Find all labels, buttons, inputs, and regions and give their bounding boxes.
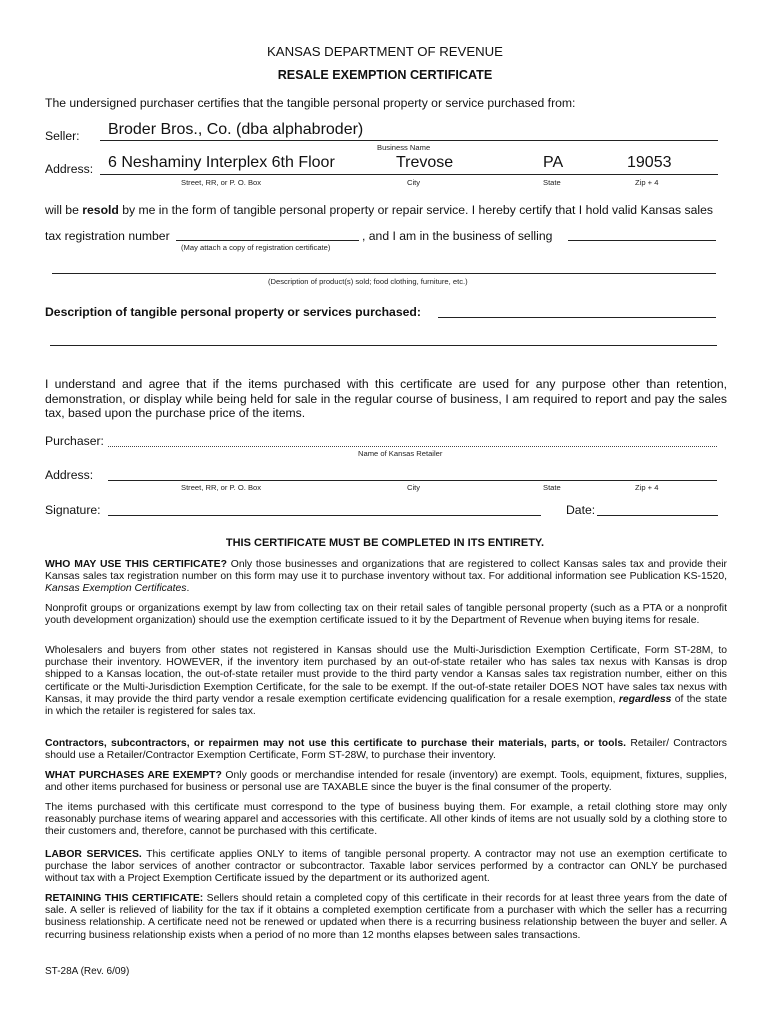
- seller-address-label: Address:: [45, 162, 94, 176]
- who-heading: WHO MAY USE THIS CERTIFICATE?: [45, 559, 227, 570]
- purchaser-street-caption: Street, RR, or P. O. Box: [181, 483, 262, 492]
- seller-line[interactable]: [100, 140, 718, 141]
- purchaser-city-caption: City: [407, 483, 421, 492]
- signature-line[interactable]: [108, 515, 541, 516]
- retain-heading: RETAINING THIS CERTIFICATE:: [45, 893, 204, 904]
- products-sold-line[interactable]: [52, 273, 716, 274]
- description-line-2[interactable]: [50, 345, 717, 346]
- labor-heading: LABOR SERVICES.: [45, 849, 142, 860]
- street-caption: Street, RR, or P. O. Box: [181, 178, 262, 187]
- resold-statement: [45, 203, 713, 217]
- business-selling-label: , and I am in the business of selling: [362, 229, 553, 243]
- resold-post: by me in the form of tangible personal property or repair service. I hereby certify that I hold valid Kansas sales: [118, 203, 713, 217]
- tax-registration-line[interactable]: [176, 240, 359, 241]
- signature-label: Signature:: [45, 503, 101, 517]
- retailer-name-caption: Name of Kansas Retailer: [358, 449, 443, 458]
- purchaser-label: Purchaser:: [45, 434, 104, 448]
- what-purchases-section: [45, 770, 727, 794]
- what-heading: WHAT PURCHASES ARE EXEMPT?: [45, 770, 222, 781]
- retaining-section: [45, 893, 727, 942]
- purchaser-address-line[interactable]: [108, 480, 717, 481]
- resold-bold: resold: [82, 203, 119, 217]
- zip-caption: Zip + 4: [635, 178, 659, 187]
- labor-services-section: [45, 849, 727, 886]
- certificate-title: RESALE EXEMPTION CERTIFICATE: [277, 68, 493, 82]
- purchaser-zip-caption: Zip + 4: [635, 483, 659, 492]
- date-line[interactable]: [597, 515, 718, 516]
- who-publication: Kansas Exemption Certificates: [45, 583, 187, 595]
- nonprofit-paragraph: Nonprofit groups or organizations exempt by law from collecting tax on their retail sales of tangible personal property (such as a PTA or a nonprofit youth development organization) should use the exemption certificate issued to it by the Department of Revenue when buying items for resale.: [45, 603, 727, 627]
- items-paragraph: The items purchased with this certificate must correspond to the type of business buying them. For example, a retail clothing store may only reasonably purchase items of wearing apparel and accessories with this certificate. All other kinds of items are not usually sold by a clothing store to their customers and, therefore, cannot be purchased with this certificate.: [45, 802, 727, 838]
- seller-street-value[interactable]: 6 Neshaminy Interplex 6th Floor: [108, 154, 335, 171]
- wholesalers-text-b: of the state in which the retailer is registered for sales tax.: [45, 693, 727, 718]
- contractors-heading: Contractors, subcontractors, or repairmen may not use this certificate to purchase their materials, parts, or tools.: [45, 738, 627, 749]
- retain-body: Sellers should retain a completed copy of this certificate in their records for at least three years from the date of sale. A seller is relieved of liability for the tax if it obtains a completed exemption certificate from a purchaser with which the seller has a recurring business relationship. A certificate need not be renewed or updated when there is a recurring business relationship between the buyer and seller. A recurring business relationship exists when a period of no more than 12 months elapses between sales transactions.: [45, 893, 728, 941]
- must-complete-notice: THIS CERTIFICATE MUST BE COMPLETED IN ITS ENTIRETY.: [225, 537, 545, 549]
- intro-text: The undersigned purchaser certifies that the tangible personal property or service purchased from:: [45, 96, 576, 110]
- description-label: Description of tangible personal property or services purchased:: [45, 305, 421, 319]
- date-label: Date:: [566, 503, 596, 517]
- state-caption: State: [543, 178, 561, 187]
- purchaser-line[interactable]: [108, 446, 717, 447]
- labor-body: This certificate applies ONLY to items of tangible personal property. A contractor may not use an exemption certificate to purchase the labor services of another contractor or subcontractor. Taxable labor services performed by a contractor can ONLY be purchased without tax with a Project Exemption Certificate issued by the department or its authorized agent.: [45, 849, 727, 885]
- products-sold-caption: (Description of product(s) sold; food clothing, furniture, etc.): [268, 277, 468, 286]
- business-name-caption: Business Name: [377, 143, 431, 152]
- seller-name-value[interactable]: Broder Bros., Co. (dba alphabroder): [108, 121, 364, 138]
- business-selling-line[interactable]: [568, 240, 716, 241]
- description-line-1[interactable]: [438, 317, 716, 318]
- wholesalers-text-a: Wholesalers and buyers from other states not registered in Kansas should use the Multi-Jurisdiction Exemption Certificate, Form ST-28M, to purchase their inventory. HOWEVER, if the inventory item purchased by an out-of-state retailer who has sales tax nexus with Kansas is drop shipped to a Kansas location, the out-of-state retailer must provide to the third party vendor a Kansas sales tax registration number, either on this certificate or the Multi-Jurisdiction Exemption Certificate, for the sale to be exempt. If the out-of-state retailer DOES NOT have sales tax nexus with Kansas, it may provide the third party vendor a resale exemption certificate evidencing qualification for a resale exemption,: [45, 645, 727, 705]
- wholesalers-regardless: regardless: [618, 693, 672, 705]
- purchaser-state-caption: State: [543, 483, 561, 492]
- form-number: ST-28A (Rev. 6/09): [45, 966, 130, 977]
- resold-pre: will be: [45, 203, 83, 217]
- contractors-paragraph: [45, 738, 727, 762]
- who-may-use-section: [45, 559, 727, 596]
- what-body: Only goods or merchandise intended for resale (inventory) are exempt. Tools, equipment, fixtures, supplies, and other items purchased for business or personal use are TAXABLE since the buyer is the final consumer of the property.: [45, 770, 727, 794]
- seller-label: Seller:: [45, 129, 80, 143]
- who-body: Only those businesses and organizations that are registered to collect Kansas sales tax and provide their Kansas sales tax registration number on this form may use it to purchase inventory without tax. For additional information see Publication KS-1520,: [45, 559, 727, 583]
- registration-caption: (May attach a copy of registration certificate): [181, 243, 331, 252]
- contractors-body: Retailer/ Contractors should use a Retailer/Contractor Exemption Certificate, Form ST-28W, to purchase their inventory.: [45, 738, 728, 762]
- wholesalers-paragraph: [45, 645, 727, 718]
- seller-zip-value[interactable]: 19053: [627, 154, 672, 171]
- seller-state-value[interactable]: PA: [543, 154, 564, 171]
- seller-address-line[interactable]: [100, 174, 718, 175]
- city-caption: City: [407, 178, 421, 187]
- tax-registration-label: tax registration number: [45, 229, 170, 243]
- purchaser-address-label: Address:: [45, 468, 94, 482]
- understand-paragraph: I understand and agree that if the items purchased with this certificate are used for any purpose other than retention, demonstration, or display while being held for sale in the regular course of business, I am required to report and pay the sales tax, based upon the purchase price of the items.: [45, 377, 727, 421]
- department-heading: KANSAS DEPARTMENT OF REVENUE: [267, 44, 503, 59]
- seller-city-value[interactable]: Trevose: [396, 154, 454, 171]
- who-end: .: [186, 583, 190, 595]
